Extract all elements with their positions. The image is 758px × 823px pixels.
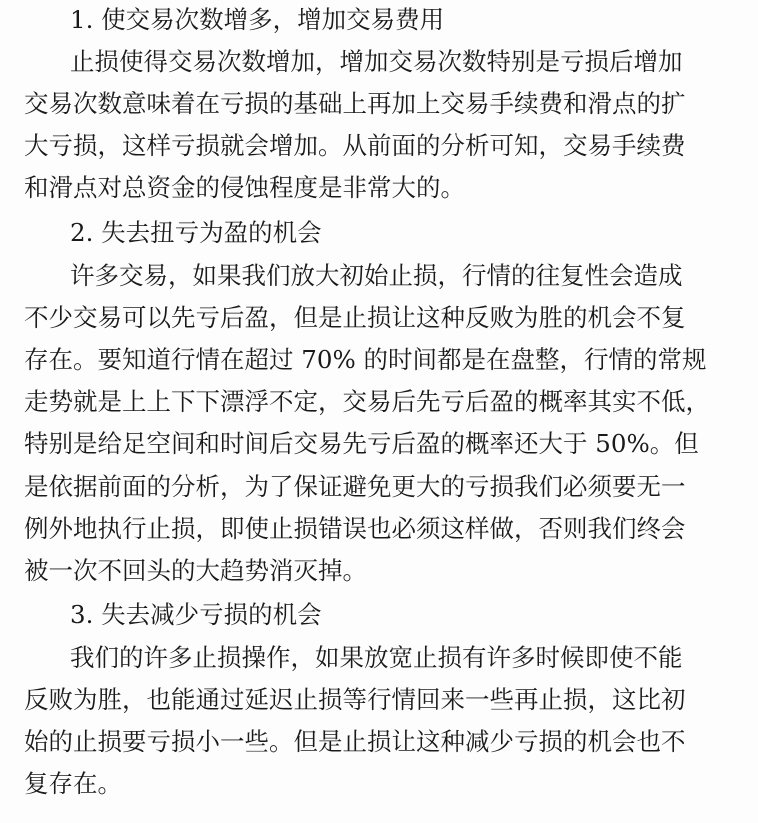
paragraph-line: 例外地执行止损，即使止损错误也必须这样做，否则我们终会 bbox=[24, 514, 686, 543]
paragraph-line: 复存在。 bbox=[24, 769, 122, 798]
paragraph-line: 止损使得交易次数增加，增加交易次数特别是亏损后增加 bbox=[70, 47, 683, 76]
paragraph-line: 反败为胜，也能通过延迟止损等行情回来一些再止损，这比初 bbox=[24, 685, 686, 714]
paragraph-line: 我们的许多止损操作，如果放宽止损有许多时候即使不能 bbox=[70, 643, 683, 672]
paragraph-line: 存在。要知道行情在超过 70% 的时间都是在盘整，行情的常规 bbox=[24, 345, 707, 374]
paragraph-line: 特别是给足空间和时间后交易先亏后盈的概率还大于 50%。但 bbox=[24, 429, 699, 458]
paragraph-line: 被一次不回头的大趋势消灭掉。 bbox=[24, 556, 367, 585]
paragraph-line: 交易次数意味着在亏损的基础上再加上交易手续费和滑点的扩 bbox=[24, 89, 686, 118]
heading-point-3: 3. 失去减少亏损的机会 bbox=[70, 600, 322, 629]
paragraph-line: 是依据前面的分析，为了保证避免更大的亏损我们必须要无一 bbox=[24, 472, 686, 501]
paragraph-line: 大亏损，这样亏损就会增加。从前面的分析可知，交易手续费 bbox=[24, 131, 686, 160]
paragraph-line: 不少交易可以先亏后盈，但是止损让这种反败为胜的机会不复 bbox=[24, 303, 686, 332]
heading-point-2: 2. 失去扭亏为盈的机会 bbox=[70, 218, 322, 247]
paragraph-line: 始的止损要亏损小一些。但是止损让这种减少亏损的机会也不 bbox=[24, 727, 686, 756]
heading-point-1: 1. 使交易次数增多，增加交易费用 bbox=[70, 5, 445, 34]
paragraph-line: 许多交易，如果我们放大初始止损，行情的往复性会造成 bbox=[70, 261, 683, 290]
paragraph-line: 走势就是上上下下漂浮不定，交易后先亏后盈的概率其实不低， bbox=[24, 387, 710, 416]
paragraph-line: 和滑点对总资金的侵蚀程度是非常大的。 bbox=[24, 173, 465, 202]
